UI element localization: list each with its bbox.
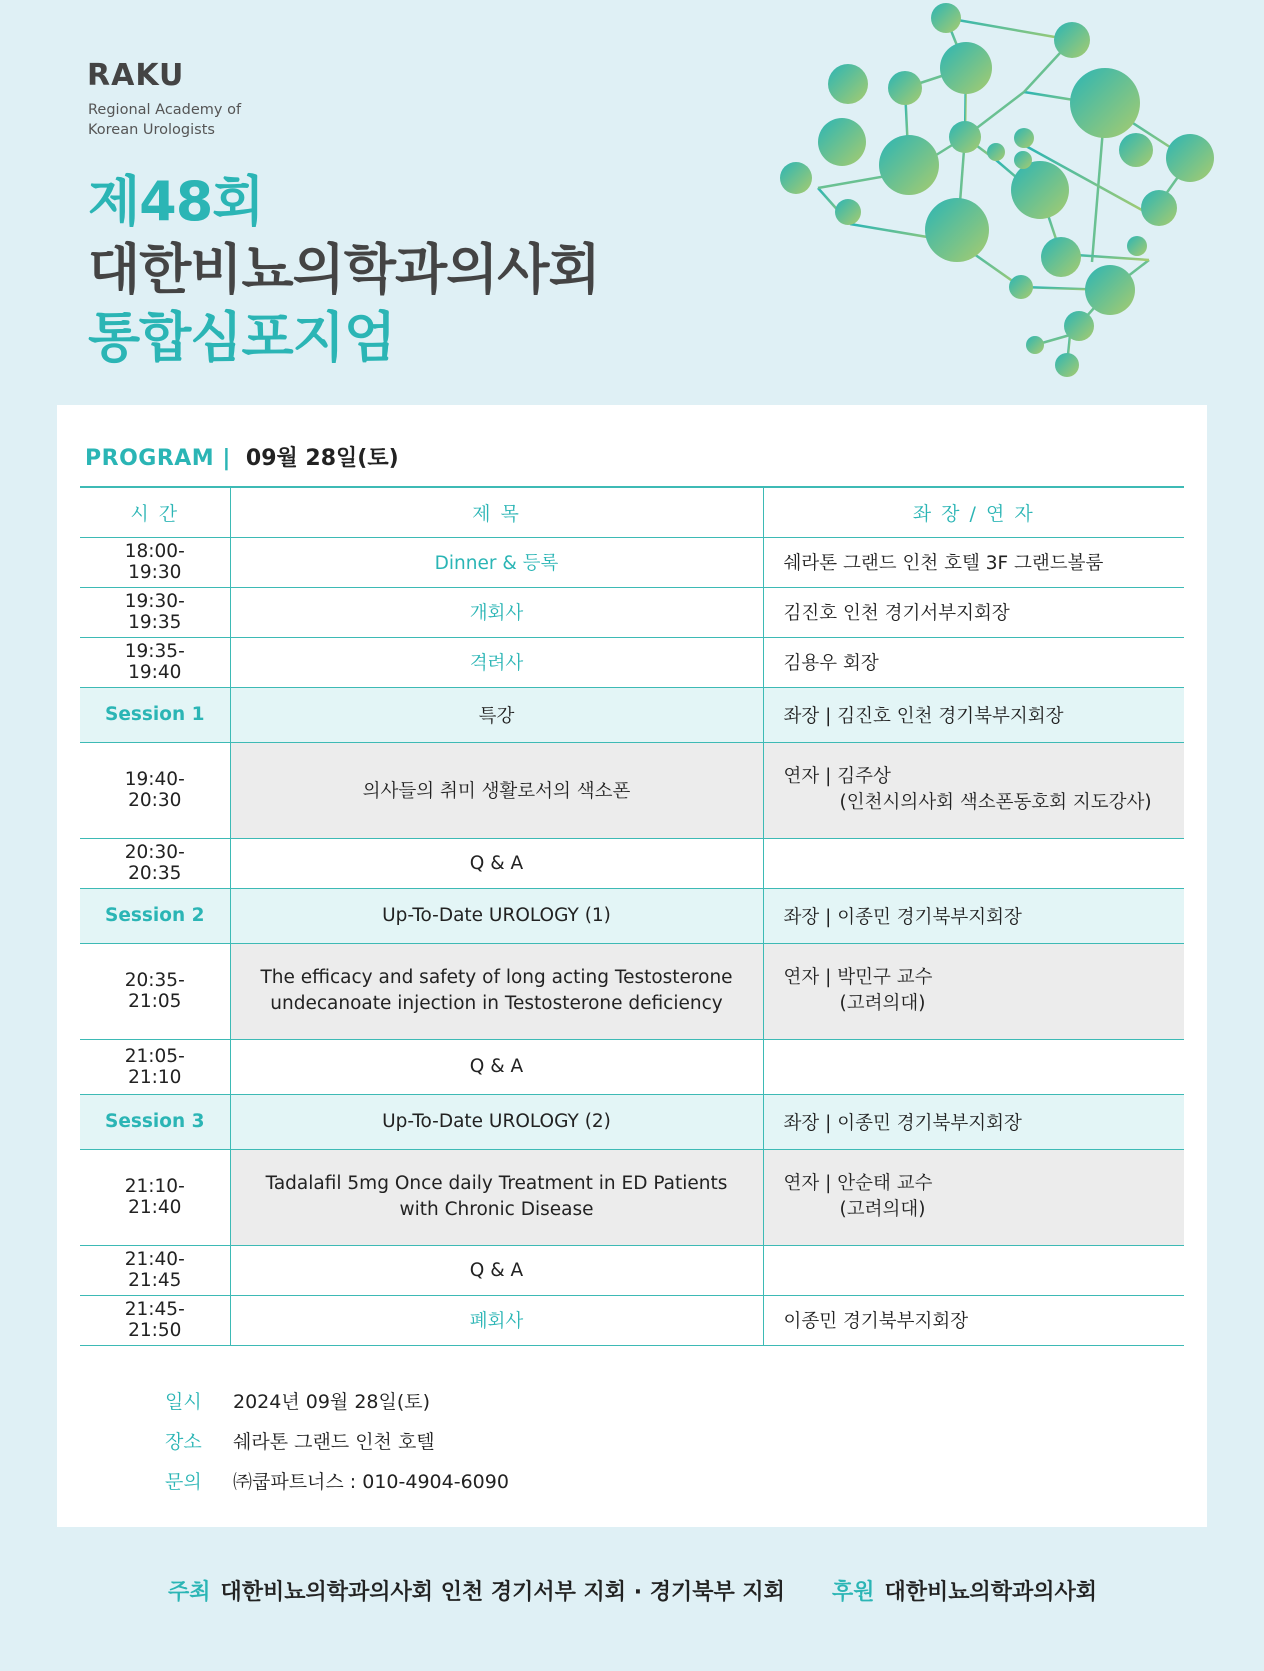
time-cell: 21:05-21:10 [80, 1039, 230, 1094]
table-row [80, 1295, 1184, 1345]
program-card [57, 405, 1207, 1527]
program-label: PROGRAM | [85, 446, 231, 471]
host-value: 대한비뇨의학과의사회 인천 경기서부 지회 · 경기북부 지회 [220, 1580, 785, 1605]
time-cell: 21:45-21:50 [80, 1295, 230, 1345]
time-cell: 21:10-21:40 [80, 1149, 230, 1245]
title-cell [230, 943, 763, 1039]
speaker-affiliation: (고려의대) [839, 993, 926, 1014]
time-cell: 20:35-21:05 [80, 943, 230, 1039]
info-contact-label: 문의 [165, 1470, 202, 1493]
session-label: Session 1 [80, 687, 230, 742]
talk-title-line-2: undecanoate injection in Testosterone deficiency [270, 993, 723, 1014]
table-header-row [80, 487, 1184, 537]
speaker-line: 연자 | 안순태 교수 [783, 1173, 933, 1194]
talk-title-line-1: The efficacy and safety of long acting Testosterone [260, 967, 733, 988]
title-cell: Q & A [230, 1245, 763, 1295]
title-cell: 폐회사 [230, 1295, 763, 1345]
chair-cell [763, 838, 1184, 888]
title-edition: 제48회 [88, 170, 264, 233]
title-cell: Up-To-Date UROLOGY (2) [230, 1094, 763, 1149]
chair-cell: 좌장 | 이종민 경기북부지회장 [763, 888, 1184, 943]
session-row [80, 1094, 1184, 1149]
chair-cell [763, 1245, 1184, 1295]
title-cell: 특강 [230, 687, 763, 742]
time-cell: 19:35-19:40 [80, 637, 230, 687]
table-row [80, 1149, 1184, 1245]
table-row [80, 742, 1184, 838]
speaker-line: 연자 | 박민구 교수 [783, 967, 933, 988]
title-symposium: 통합심포지엄 [88, 306, 395, 369]
info-place-label: 장소 [165, 1430, 202, 1453]
program-heading [85, 441, 399, 472]
table-row [80, 587, 1184, 637]
table-row [80, 1039, 1184, 1094]
session-label: Session 2 [80, 888, 230, 943]
org-subtitle [88, 100, 308, 140]
title-cell [230, 1149, 763, 1245]
chair-cell [763, 943, 1184, 1039]
table-row [80, 943, 1184, 1039]
table-row [80, 838, 1184, 888]
chair-cell: 쉐라톤 그랜드 인천 호텔 3F 그랜드볼룸 [763, 537, 1184, 587]
page-title [88, 168, 600, 372]
info-place-value: 쉐라톤 그랜드 인천 호텔 [233, 1430, 435, 1453]
molecule-graphic [760, 0, 1240, 390]
speaker-affiliation: (고려의대) [839, 1199, 926, 1220]
table-row [80, 1245, 1184, 1295]
title-cell: Q & A [230, 1039, 763, 1094]
sponsor-value: 대한비뇨의학과의사회 [884, 1580, 1098, 1605]
info-date-row [165, 1380, 509, 1420]
table-row [80, 537, 1184, 587]
title-society: 대한비뇨의학과의사회 [88, 238, 600, 301]
time-cell: 21:40-21:45 [80, 1245, 230, 1295]
column-header-chair: 좌 장 / 연 자 [763, 487, 1184, 537]
chair-cell: 이종민 경기북부지회장 [763, 1295, 1184, 1345]
info-contact-value: ㈜쿱파트너스 : 010-4904-6090 [233, 1470, 509, 1493]
title-cell: 의사들의 취미 생활로서의 색소폰 [230, 742, 763, 838]
title-cell: 격려사 [230, 637, 763, 687]
column-header-time: 시 간 [80, 487, 230, 537]
time-cell: 20:30-20:35 [80, 838, 230, 888]
chair-cell: 김용우 회장 [763, 637, 1184, 687]
title-cell: Dinner & 등록 [230, 537, 763, 587]
org-logo-text: RAKU [87, 58, 185, 93]
sponsor-label: 후원 [832, 1580, 875, 1605]
time-cell: 19:40-20:30 [80, 742, 230, 838]
speaker-affiliation: (인천시의사회 색소폰동호회 지도강사) [839, 792, 1152, 813]
info-date-value: 2024년 09월 28일(토) [233, 1390, 431, 1413]
program-table [80, 486, 1184, 1346]
org-subtitle-line-2: Korean Urologists [88, 122, 215, 138]
speaker-line: 연자 | 김주상 [783, 766, 891, 787]
column-header-title: 제 목 [230, 487, 763, 537]
table-row [80, 637, 1184, 687]
chair-cell: 김진호 인천 경기서부지회장 [763, 587, 1184, 637]
footer-host [168, 1575, 785, 1606]
time-cell: 19:30-19:35 [80, 587, 230, 637]
title-cell: Up-To-Date UROLOGY (1) [230, 888, 763, 943]
footer-sponsor [832, 1575, 1097, 1606]
title-cell: 개회사 [230, 587, 763, 637]
chair-cell [763, 1039, 1184, 1094]
talk-title-line-2: with Chronic Disease [399, 1199, 594, 1220]
host-label: 주최 [168, 1580, 211, 1605]
talk-title-line-1: Tadalafil 5mg Once daily Treatment in ED Patients [265, 1173, 728, 1194]
info-date-label: 일시 [165, 1390, 202, 1413]
org-subtitle-line-1: Regional Academy of [88, 102, 242, 118]
time-cell: 18:00-19:30 [80, 537, 230, 587]
session-label: Session 3 [80, 1094, 230, 1149]
chair-cell: 좌장 | 김진호 인천 경기북부지회장 [763, 687, 1184, 742]
event-info [165, 1380, 509, 1500]
info-contact-row [165, 1460, 509, 1500]
program-date: 09월 28일(토) [245, 446, 399, 471]
session-row [80, 888, 1184, 943]
chair-cell [763, 1149, 1184, 1245]
chair-cell: 좌장 | 이종민 경기북부지회장 [763, 1094, 1184, 1149]
info-place-row [165, 1420, 509, 1460]
chair-cell [763, 742, 1184, 838]
session-row [80, 687, 1184, 742]
title-cell: Q & A [230, 838, 763, 888]
